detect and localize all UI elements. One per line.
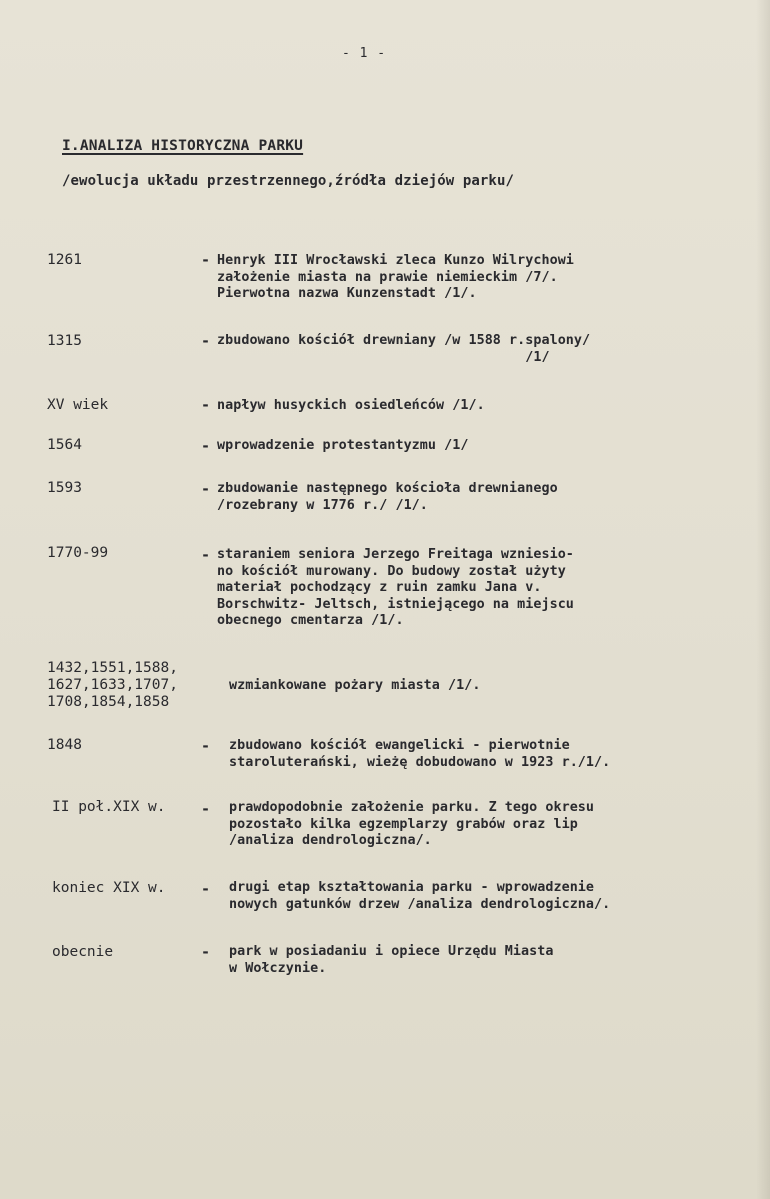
entry-dash: - (201, 943, 211, 961)
entry-date: 1593 (47, 480, 82, 496)
entry-date: 1261 (47, 252, 82, 268)
entry-date: obecnie (52, 944, 114, 960)
entry-dash: - (201, 546, 211, 564)
entry-date: 1315 (47, 333, 82, 349)
entry-description: wzmiankowane pożary miasta /1/. (229, 678, 481, 693)
entry-description: park w posiadaniu i opiece Urzędu Miasta w Wołczynie. (229, 944, 554, 976)
entry-date: 1432,1551,1588, 1627,1633,1707, 1708,1854,1858 (47, 660, 178, 710)
entry-description: staraniem seniora Jerzego Freitaga wzniesio- no kościół murowany. Do budowy został użyty materiał pochodzący z ruin zamku Jana v. Borschwitz- Jeltsch, istniejącego na miejscu obecnego cmentarza /1/. (217, 547, 574, 628)
entry-date: XV wiek (47, 397, 109, 413)
entry-dash: - (201, 737, 211, 755)
section-heading: I.ANALIZA HISTORYCZNA PARKU (62, 138, 304, 154)
entry-date: 1848 (47, 737, 82, 753)
section-subheading: /ewolucja układu przestrzennego,źródła dziejów parku/ (62, 173, 515, 189)
entry-dash: - (201, 332, 211, 350)
entry-description: zbudowano kościół ewangelicki - pierwotnie staroluterański, wieżę dobudowano w 1923 r./1/. (229, 738, 611, 770)
entry-date: 1770-99 (47, 545, 109, 561)
entry-date: koniec XIX w. (52, 880, 166, 896)
entry-description: drugi etap kształtowania parku - wprowadzenie nowych gatunków drzew /analiza dendrologiczna/. (229, 880, 611, 912)
entry-dash: - (201, 437, 211, 455)
page-edge-shadow (756, 0, 770, 1199)
entry-dash: - (201, 396, 211, 414)
entry-dash: - (201, 880, 211, 898)
entry-dash: - (201, 800, 211, 818)
entry-description: prawdopodobnie założenie parku. Z tego okresu pozostało kilka egzemplarzy grabów oraz lip /analiza dendrologiczna/. (229, 800, 595, 848)
entry-description: zbudowanie następnego kościoła drewnianego /rozebrany w 1776 r./ /1/. (217, 481, 558, 513)
page-number: - 1 - (342, 46, 387, 61)
entry-dash: - (201, 480, 211, 498)
entry-date: II poł.XIX w. (52, 799, 166, 815)
entry-date: 1564 (47, 437, 82, 453)
entry-description: Henryk III Wrocławski zleca Kunzo Wilrychowi założenie miasta na prawie niemieckim /7/. Pierwotna nazwa Kunzenstadt /1/. (217, 253, 574, 301)
entry-description: wprowadzenie protestantyzmu /1/ (217, 438, 469, 453)
entry-description: zbudowano kościół drewniany /w 1588 r.spalony/ /1/ (217, 333, 591, 365)
entry-description: napływ husyckich osiedleńców /1/. (217, 398, 485, 413)
entry-dash: - (201, 251, 211, 269)
